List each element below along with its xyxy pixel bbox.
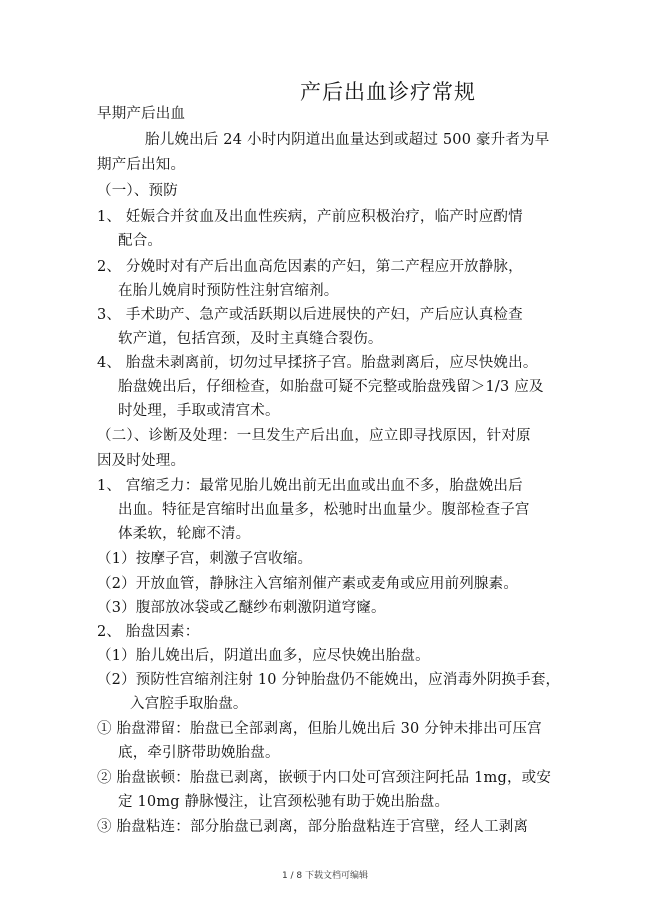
sub-list-item: （2）开放血管，静脉注入宫缩剂催产素或麦角或应用前列腺素。 — [97, 576, 519, 592]
list-item-continuation: 配合。 — [118, 233, 163, 249]
list-item-continuation: 胎盘娩出后，仔细检查，如胎盘可疑不完整或胎盘残留＞1/3 应及 — [118, 379, 544, 395]
sub-list-item: （1）胎儿娩出后，阴道出血多，应尽快娩出胎盘。 — [97, 648, 430, 664]
list-item: 1、 妊娠合并贫血及出血性疾病，产前应积极治疗，临产时应酌情 — [97, 209, 523, 225]
list-item-continuation: 时处理，手取或清宫术。 — [118, 403, 280, 419]
list-item: 2、 分娩时对有产后出血高危因素的产妇，第二产程应开放静脉， — [97, 259, 523, 275]
sub-list-item: （3）腹部放冰袋或乙醚纱布刺激阴道穹窿。 — [97, 600, 386, 616]
list-item-continuation: 体柔软，轮廊不清。 — [118, 526, 251, 542]
list-item-continuation: 出血。特征是宫缩时出血量多，松驰时出血量少。腹部检查子宫 — [118, 502, 530, 518]
sub-list-item-continuation: 入宫腔手取胎盘。 — [130, 696, 248, 712]
paragraph-line: 胎儿娩出后 24 小时内阴道出血量达到或超过 500 豪升者为早 — [145, 132, 550, 148]
list-item-continuation: 软产道，包括宫颈，及时主真缝合裂伤。 — [118, 331, 383, 347]
list-item: 2、 胎盘因素： — [97, 624, 200, 640]
document-title: 产后出血诊疗常规 — [300, 80, 476, 104]
numbered-item: ③ 胎盘粘连：部分胎盘已剥离，部分胎盘粘连于宫壁，经人工剥离 — [97, 819, 529, 835]
numbered-item: ② 胎盘嵌顿：胎盘已剥离，嵌顿于内口处可宫颈注阿托品 1mg，或安 — [97, 770, 552, 786]
numbered-item: ① 胎盘滞留：胎盘已全部剥离，但胎儿娩出后 30 分钟未排出可压宫 — [97, 721, 542, 737]
list-item: 3、 手术助产、急产或活跃期以后进展快的产妇，产后应认真检查 — [97, 307, 523, 323]
section-heading: （一）、预防 — [97, 183, 178, 199]
paragraph-line: 期产后出知。 — [97, 157, 186, 173]
list-item-continuation: 在胎儿娩肩时预防性注射宫缩剂。 — [118, 283, 339, 299]
sub-list-item: （2）预防性宫缩剂注射 10 分钟胎盘仍不能娩出，应消毒外阴换手套， — [97, 672, 561, 688]
paragraph-line: 因及时处理。 — [97, 453, 186, 469]
list-item: 1、 宫缩乏力：最常见胎儿娩出前无出血或出血不多，胎盘娩出后 — [97, 478, 523, 494]
section-heading: （二）、诊断及处理：一旦发生产后出血，应立即寻找原因，针对原 — [97, 428, 531, 444]
page-footer: 1 / 8 下载文档可编辑 — [281, 871, 369, 881]
section-heading: 早期产后出血 — [97, 106, 186, 122]
numbered-item-continuation: 定 10mg 静脉慢注，让宫颈松驰有助于娩出胎盘。 — [118, 794, 450, 810]
numbered-item-continuation: 底，牵引脐带助娩胎盘。 — [118, 745, 280, 761]
list-item: 4、 胎盘未剥离前，切勿过早揉挤子宫。胎盘剥离后，应尽快娩出。 — [97, 355, 538, 371]
sub-list-item: （1）按摩子宫，刺激子宫收缩。 — [97, 551, 313, 567]
